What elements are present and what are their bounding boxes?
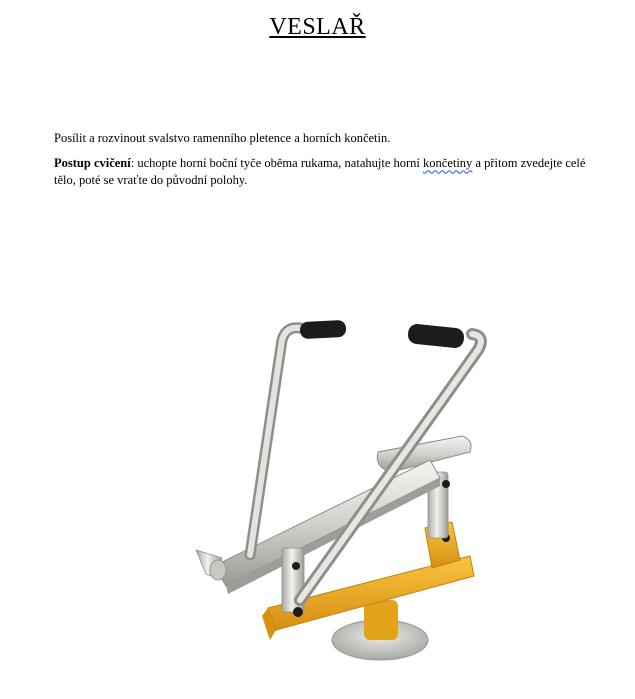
procedure-paragraph — [54, 155, 594, 189]
procedure-text-before: : uchopte horní boční tyče oběma rukama, natahujte horní — [130, 156, 424, 170]
intro-text: Posílit a rozvinout svalstvo ramenního pletence a horních končetin. — [54, 131, 391, 145]
foot-rest — [196, 550, 226, 580]
document-title: VESLAŘ — [269, 14, 366, 40]
right-grip — [407, 323, 465, 349]
front-support-post — [282, 548, 304, 617]
rowing-machine-illustration — [180, 310, 500, 690]
procedure-text-after: a přitom zvedejte celé tělo, poté se vraťte do původní polohy. — [54, 156, 586, 187]
intro-paragraph — [54, 130, 594, 147]
spellcheck-flagged-word: končetiny — [423, 156, 473, 170]
left-grip — [300, 320, 347, 339]
left-handle-bar — [250, 328, 300, 555]
procedure-label: Postup cvičení — [54, 156, 131, 170]
